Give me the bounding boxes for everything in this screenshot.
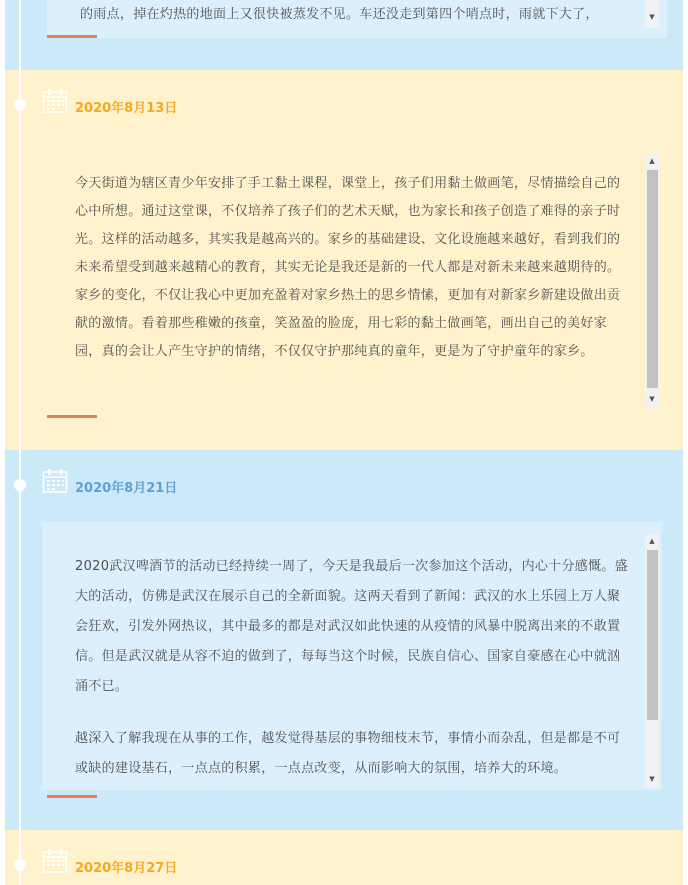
entry-accent-underline bbox=[47, 35, 97, 38]
diary-entry bbox=[5, 70, 683, 450]
calendar-icon bbox=[42, 848, 68, 874]
scroll-down-arrow-icon[interactable]: ▼ bbox=[649, 13, 655, 21]
timeline-dot bbox=[14, 479, 26, 491]
entry-scrollbar[interactable] bbox=[645, 0, 659, 28]
scroll-up-arrow-icon[interactable]: ▲ bbox=[649, 537, 655, 545]
timeline-dot bbox=[14, 859, 26, 871]
diary-entry bbox=[5, 830, 683, 885]
entry-date: 2020年8月21日 bbox=[75, 481, 178, 496]
entry-text bbox=[80, 1, 635, 31]
entry-accent-underline bbox=[47, 415, 97, 418]
entry-paragraph: 的雨点，掉在灼热的地面上又很快被蒸发不见。车还没走到第四个哨点时，雨就下大了， bbox=[80, 7, 599, 22]
scroll-down-arrow-icon[interactable]: ▼ bbox=[649, 775, 655, 783]
entry-paragraph: 越深入了解我现在从事的工作，越发觉得基层的事物细枝末节，事情小而杂乱，但是都是不可或缺的建设基石，一点点的积累，一点点改变，从而影响大的氛围，培养大的环境。 bbox=[75, 731, 621, 776]
diary-entry bbox=[5, 450, 683, 830]
diary-entry bbox=[5, 0, 683, 70]
entry-card bbox=[42, 522, 662, 790]
entry-scrollbar[interactable] bbox=[645, 154, 659, 408]
entry-card bbox=[47, 0, 667, 38]
scrollbar-thumb[interactable] bbox=[647, 170, 658, 388]
calendar-icon bbox=[42, 88, 68, 114]
scrollbar-thumb[interactable] bbox=[647, 550, 658, 720]
entry-paragraph: 2020武汉啤酒节的活动已经持续一周了，今天是我最后一次参加这个活动，内心十分感慨。盛大的活动，仿佛是武汉在展示自己的全新面貌。这两天看到了新闻：武汉的水上乐园上万人聚会狂欢，引发外网热议，其中最多的都是对武汉如此快速的从疫情的风暴中脱离出来的不敢置信。但是武汉就是从容不迫的做到了，每每当这个时候，民族自信心、国家自豪感在心中就汹涌不已。 bbox=[75, 559, 628, 694]
entry-text bbox=[75, 170, 630, 366]
entry-scrollbar[interactable] bbox=[645, 534, 659, 788]
timeline-dot bbox=[14, 99, 26, 111]
scroll-down-arrow-icon[interactable]: ▼ bbox=[649, 395, 655, 403]
entry-card bbox=[42, 152, 662, 410]
calendar-icon bbox=[42, 468, 68, 494]
timeline-line bbox=[19, 0, 21, 885]
entry-date: 2020年8月13日 bbox=[75, 101, 178, 116]
entry-date: 2020年8月27日 bbox=[75, 861, 178, 876]
entry-text bbox=[75, 552, 630, 788]
entry-accent-underline bbox=[47, 795, 97, 798]
scroll-up-arrow-icon[interactable]: ▲ bbox=[649, 157, 655, 165]
entry-paragraph: 今天街道为辖区青少年安排了手工黏土课程，课堂上，孩子们用黏土做画笔，尽情描绘自己的心中所想。通过这堂课，不仅培养了孩子们的艺术天赋，也为家长和孩子创造了难得的亲子时光。这样的活动越多，其实我是越高兴的。家乡的基础建设、文化设施越来越好，看到我们的未来希望受到越来越精心的教育，其实无论是我还是新的一代人都是对新未来越来越期待的。家乡的变化，不仅让我心中更加充盈着对家乡热土的思乡情愫，更加有对新家乡新建设做出贡献的激情。看着那些稚嫩的孩童，笑盈盈的脸庞，用七彩的黏土做画笔，画出自己的美好家园，真的会让人产生守护的情绪，不仅仅守护那纯真的童年，更是为了守护童年的家乡。 bbox=[75, 176, 621, 359]
